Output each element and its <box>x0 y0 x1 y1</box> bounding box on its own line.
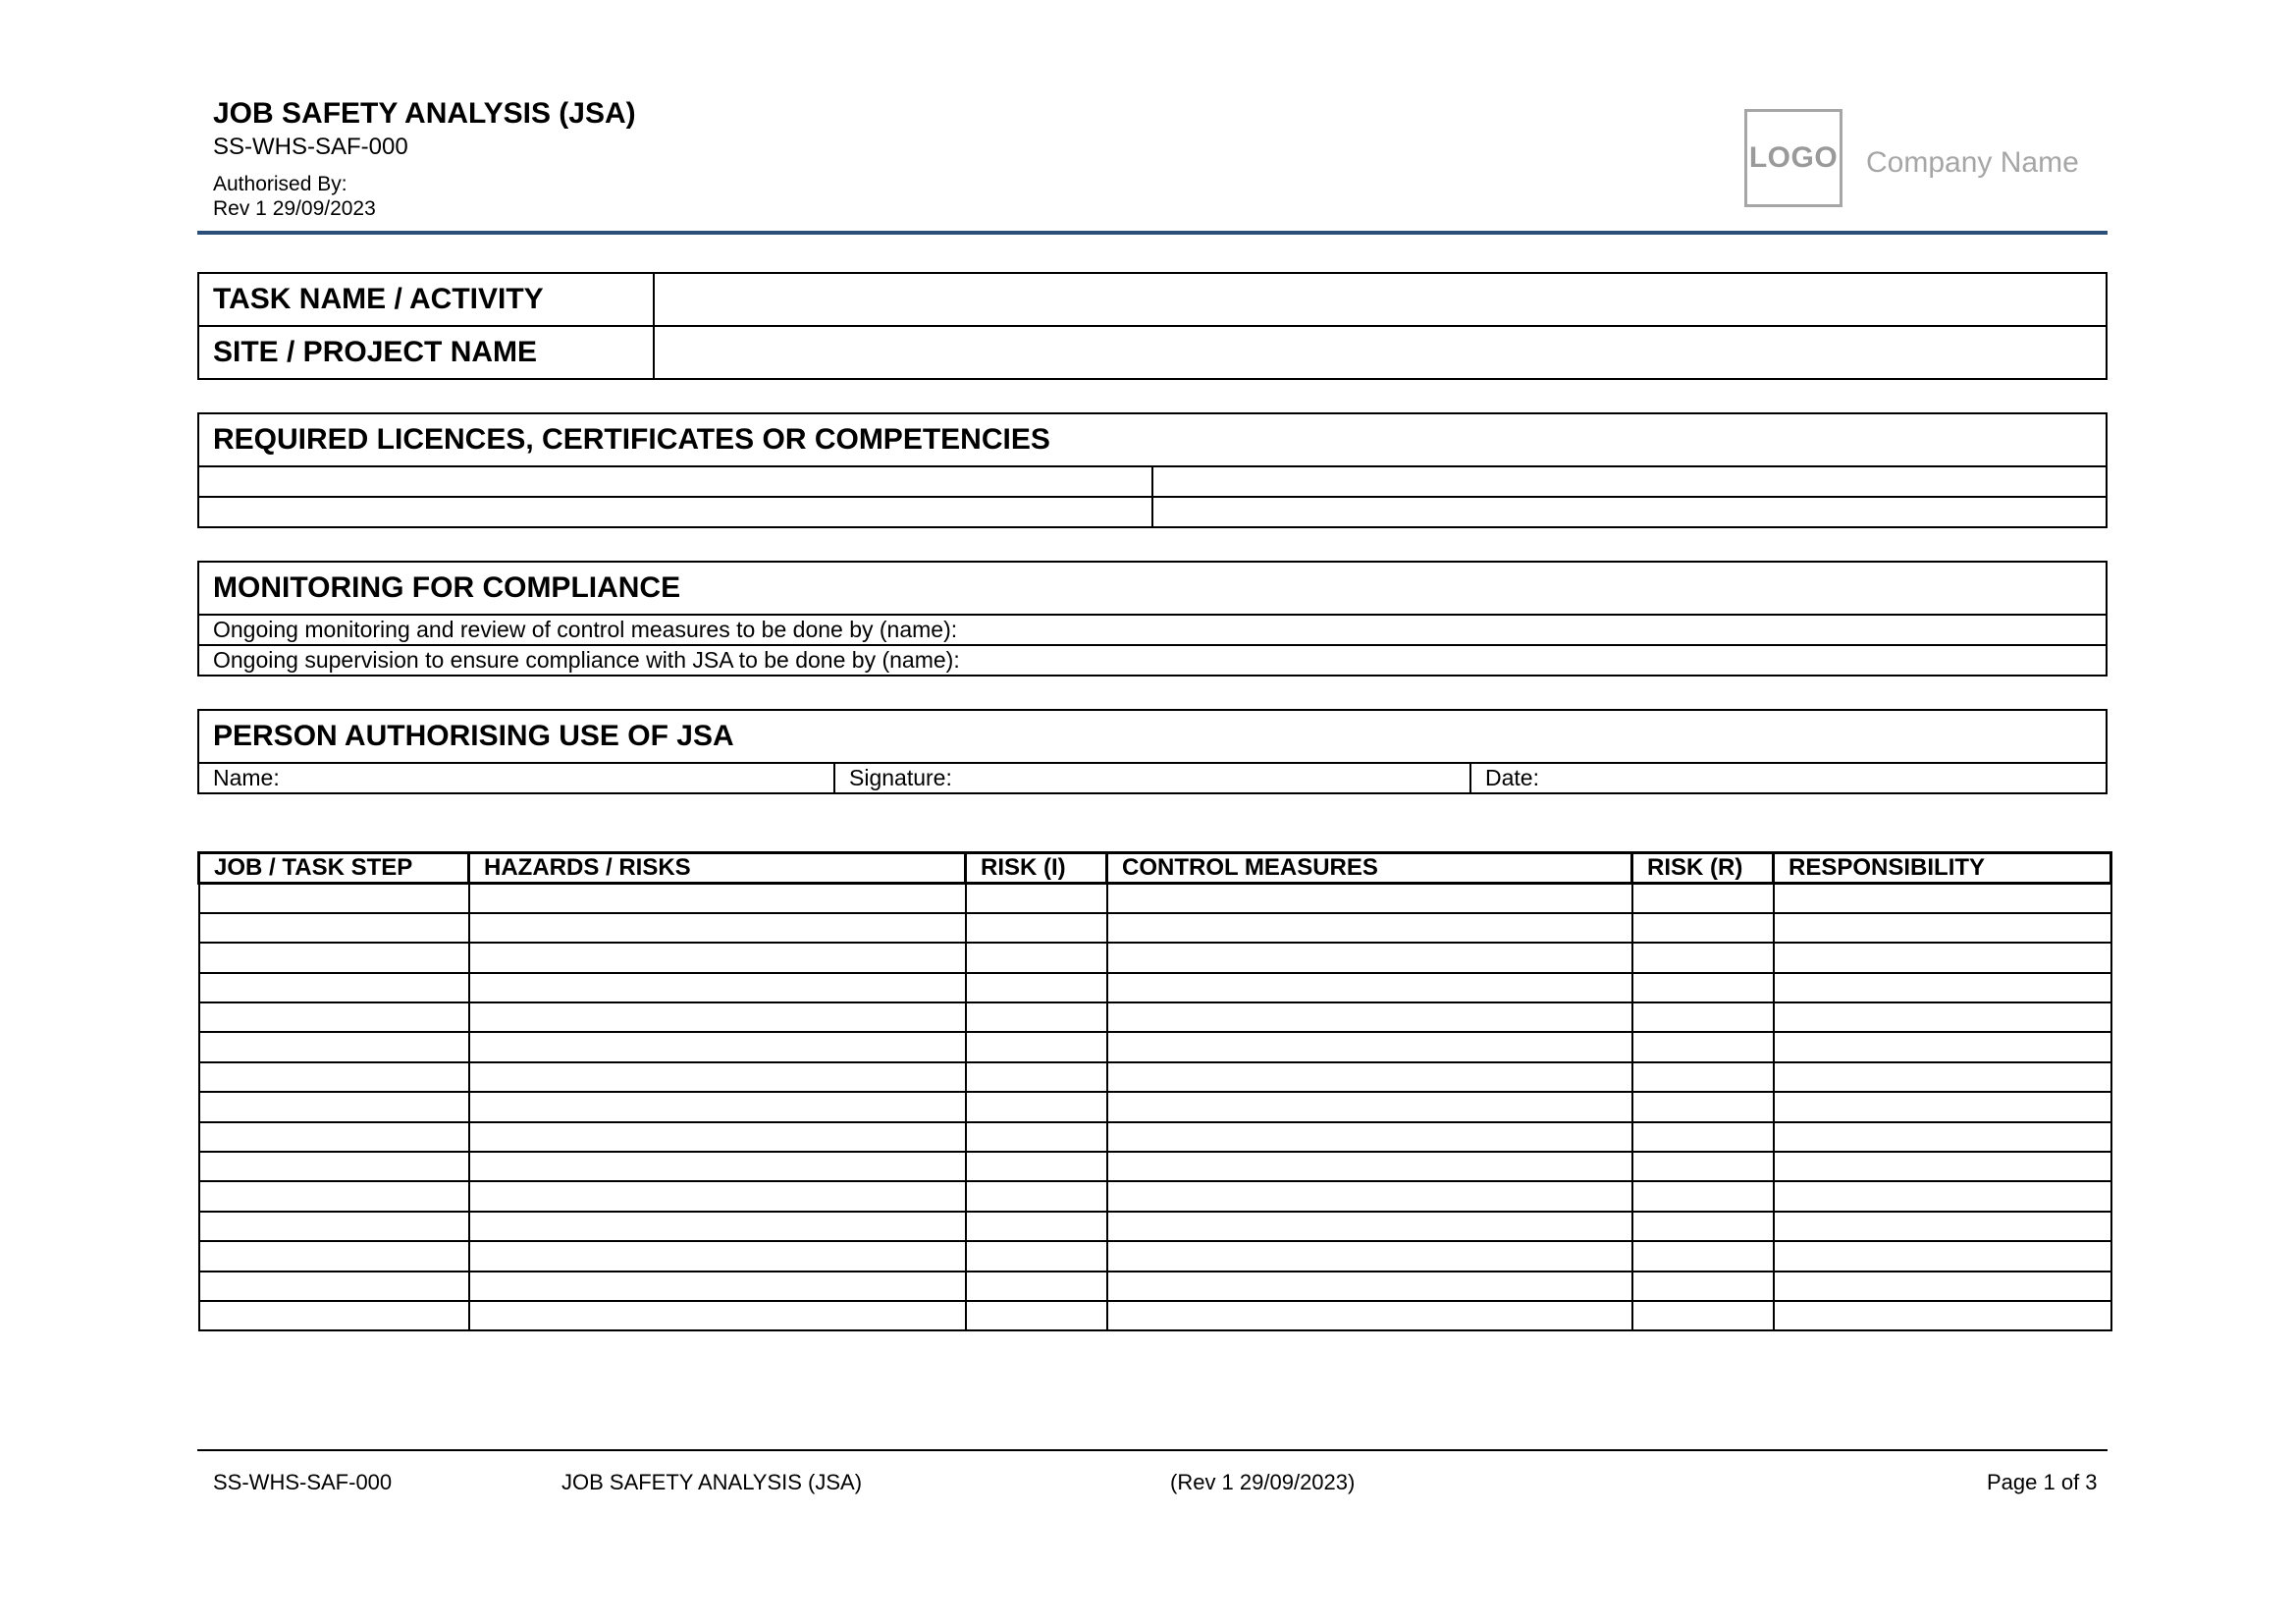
table-cell[interactable] <box>1632 1241 1774 1271</box>
table-cell[interactable] <box>1107 913 1632 943</box>
table-cell[interactable] <box>1632 1181 1774 1211</box>
table-cell[interactable] <box>469 1181 966 1211</box>
supervision-field[interactable]: Ongoing supervision to ensure compliance with JSA to be done by (name): <box>198 645 2107 676</box>
table-cell[interactable] <box>469 1032 966 1061</box>
table-cell[interactable] <box>469 913 966 943</box>
task-row <box>198 273 2107 326</box>
table-cell[interactable] <box>966 1152 1107 1181</box>
monitoring-review-field[interactable]: Ongoing monitoring and review of control measures to be done by (name): <box>198 615 2107 645</box>
table-cell[interactable] <box>1632 1002 1774 1032</box>
site-row <box>198 326 2107 379</box>
table-cell[interactable] <box>966 1002 1107 1032</box>
table-row <box>199 1032 2111 1061</box>
footer-divider <box>197 1449 2108 1451</box>
column-header: CONTROL MEASURES <box>1107 853 1632 884</box>
table-cell[interactable] <box>1107 1272 1632 1301</box>
table-cell[interactable] <box>1632 943 1774 972</box>
monitoring-heading: MONITORING FOR COMPLIANCE <box>198 562 2107 615</box>
column-header: RESPONSIBILITY <box>1774 853 2111 884</box>
column-header: HAZARDS / RISKS <box>469 853 966 884</box>
column-header: RISK (R) <box>1632 853 1774 884</box>
table-cell[interactable] <box>1632 973 1774 1002</box>
table-cell[interactable] <box>1107 1181 1632 1211</box>
table-cell[interactable] <box>1774 1092 2111 1121</box>
task-name-field[interactable] <box>654 273 2107 326</box>
table-cell[interactable] <box>966 913 1107 943</box>
licence-field[interactable] <box>198 466 1152 497</box>
table-cell[interactable] <box>1107 973 1632 1002</box>
table-cell[interactable] <box>1107 943 1632 972</box>
logo-placeholder: LOGO <box>1744 109 1842 207</box>
table-cell[interactable] <box>1774 1062 2111 1092</box>
table-cell[interactable] <box>1107 884 1632 913</box>
table-cell[interactable] <box>1632 1212 1774 1241</box>
authorising-heading: PERSON AUTHORISING USE OF JSA <box>198 710 2107 763</box>
table-cell[interactable] <box>469 1272 966 1301</box>
footer-title: JOB SAFETY ANALYSIS (JSA) <box>561 1470 863 1494</box>
authorised-by-label: Authorised By: <box>213 173 347 195</box>
table-cell[interactable] <box>199 1152 469 1181</box>
table-cell[interactable] <box>469 943 966 972</box>
table-cell[interactable] <box>1774 1272 2111 1301</box>
table-cell[interactable] <box>469 1241 966 1271</box>
table-cell[interactable] <box>1774 973 2111 1002</box>
table-cell[interactable] <box>1632 1122 1774 1152</box>
table-row <box>199 1241 2111 1271</box>
table-cell[interactable] <box>966 1212 1107 1241</box>
table-cell[interactable] <box>1107 1062 1632 1092</box>
footer-revision: (Rev 1 29/09/2023) <box>1170 1470 1356 1494</box>
table-cell[interactable] <box>469 1122 966 1152</box>
table-cell[interactable] <box>1107 1241 1632 1271</box>
table-cell[interactable] <box>1632 1301 1774 1330</box>
task-name-label: TASK NAME / ACTIVITY <box>198 273 654 326</box>
task-site-table <box>197 272 2108 380</box>
table-cell[interactable] <box>199 1181 469 1211</box>
table-row <box>199 973 2111 1002</box>
table-cell[interactable] <box>1632 913 1774 943</box>
header-divider <box>197 231 2108 235</box>
column-header: JOB / TASK STEP <box>199 853 469 884</box>
table-cell[interactable] <box>199 973 469 1002</box>
site-name-field[interactable] <box>654 326 2107 379</box>
table-cell[interactable] <box>1774 1181 2111 1211</box>
table-cell[interactable] <box>966 1301 1107 1330</box>
table-row <box>199 1152 2111 1181</box>
table-row <box>199 1122 2111 1152</box>
table-cell[interactable] <box>966 1181 1107 1211</box>
table-cell[interactable] <box>469 1002 966 1032</box>
table-cell[interactable] <box>966 1032 1107 1061</box>
table-cell[interactable] <box>469 1062 966 1092</box>
table-cell[interactable] <box>966 1241 1107 1271</box>
table-cell[interactable] <box>199 913 469 943</box>
table-row <box>199 1212 2111 1241</box>
table-cell[interactable] <box>469 884 966 913</box>
table-cell[interactable] <box>1774 943 2111 972</box>
task-steps-table <box>197 851 2112 1331</box>
table-cell[interactable] <box>966 1062 1107 1092</box>
steps-header-row <box>199 853 2111 884</box>
table-cell[interactable] <box>1774 1152 2111 1181</box>
document-title: JOB SAFETY ANALYSIS (JSA) <box>213 97 636 130</box>
licence-field[interactable] <box>1152 466 2107 497</box>
table-cell[interactable] <box>1774 1032 2111 1061</box>
licences-heading: REQUIRED LICENCES, CERTIFICATES OR COMPETENCIES <box>198 413 2107 466</box>
table-cell[interactable] <box>966 943 1107 972</box>
table-cell[interactable] <box>966 1092 1107 1121</box>
table-cell[interactable] <box>1774 1212 2111 1241</box>
company-name: Company Name <box>1866 146 2079 179</box>
table-cell[interactable] <box>1774 1122 2111 1152</box>
table-cell[interactable] <box>1107 1092 1632 1121</box>
table-cell[interactable] <box>469 1092 966 1121</box>
table-cell[interactable] <box>1107 1032 1632 1061</box>
table-cell[interactable] <box>199 1122 469 1152</box>
table-row <box>199 913 2111 943</box>
table-cell[interactable] <box>1107 1122 1632 1152</box>
table-cell[interactable] <box>199 943 469 972</box>
table-row <box>199 1181 2111 1211</box>
table-cell[interactable] <box>469 973 966 1002</box>
table-cell[interactable] <box>199 1062 469 1092</box>
table-cell[interactable] <box>1107 1301 1632 1330</box>
table-cell[interactable] <box>1632 1152 1774 1181</box>
table-cell[interactable] <box>966 1272 1107 1301</box>
table-cell[interactable] <box>469 1152 966 1181</box>
monitoring-table <box>197 561 2108 677</box>
table-cell[interactable] <box>1632 1062 1774 1092</box>
table-cell[interactable] <box>469 1301 966 1330</box>
table-row <box>199 1062 2111 1092</box>
authorising-table <box>197 709 2108 794</box>
table-cell[interactable] <box>199 1301 469 1330</box>
table-cell[interactable] <box>199 1032 469 1061</box>
table-cell[interactable] <box>966 1122 1107 1152</box>
table-cell[interactable] <box>966 973 1107 1002</box>
table-cell[interactable] <box>469 1212 966 1241</box>
table-cell[interactable] <box>1774 1241 2111 1271</box>
table-cell[interactable] <box>1632 1092 1774 1121</box>
document-code: SS-WHS-SAF-000 <box>213 134 408 160</box>
authoriser-date-field[interactable]: Date: <box>1470 763 2107 793</box>
table-cell[interactable] <box>1632 1272 1774 1301</box>
licence-row <box>198 497 2107 527</box>
licences-table <box>197 412 2108 528</box>
revision-line: Rev 1 29/09/2023 <box>213 197 376 220</box>
table-cell[interactable] <box>1774 913 2111 943</box>
table-row <box>199 1301 2111 1330</box>
licence-field[interactable] <box>198 497 1152 527</box>
table-cell[interactable] <box>199 1241 469 1271</box>
table-cell[interactable] <box>966 884 1107 913</box>
licence-row <box>198 466 2107 497</box>
table-row <box>199 943 2111 972</box>
table-cell[interactable] <box>199 884 469 913</box>
table-cell[interactable] <box>1774 1002 2111 1032</box>
table-cell[interactable] <box>1107 1212 1632 1241</box>
table-cell[interactable] <box>199 1212 469 1241</box>
table-row <box>199 1002 2111 1032</box>
table-row <box>199 1092 2111 1121</box>
table-cell[interactable] <box>1774 1301 2111 1330</box>
table-cell[interactable] <box>1632 884 1774 913</box>
table-cell[interactable] <box>1632 1032 1774 1061</box>
table-cell[interactable] <box>199 1272 469 1301</box>
table-cell[interactable] <box>199 1092 469 1121</box>
column-header: RISK (I) <box>966 853 1107 884</box>
footer-doc-code: SS-WHS-SAF-000 <box>213 1470 393 1494</box>
authoriser-signature-field[interactable]: Signature: <box>834 763 1470 793</box>
page-number: Page 1 of 3 <box>1987 1470 2098 1494</box>
table-cell[interactable] <box>1107 1152 1632 1181</box>
site-name-label: SITE / PROJECT NAME <box>198 326 654 379</box>
table-row <box>199 884 2111 913</box>
table-cell[interactable] <box>1774 884 2111 913</box>
table-row <box>199 1272 2111 1301</box>
table-cell[interactable] <box>199 1002 469 1032</box>
table-cell[interactable] <box>1107 1002 1632 1032</box>
authoriser-name-field[interactable]: Name: <box>198 763 834 793</box>
licence-field[interactable] <box>1152 497 2107 527</box>
